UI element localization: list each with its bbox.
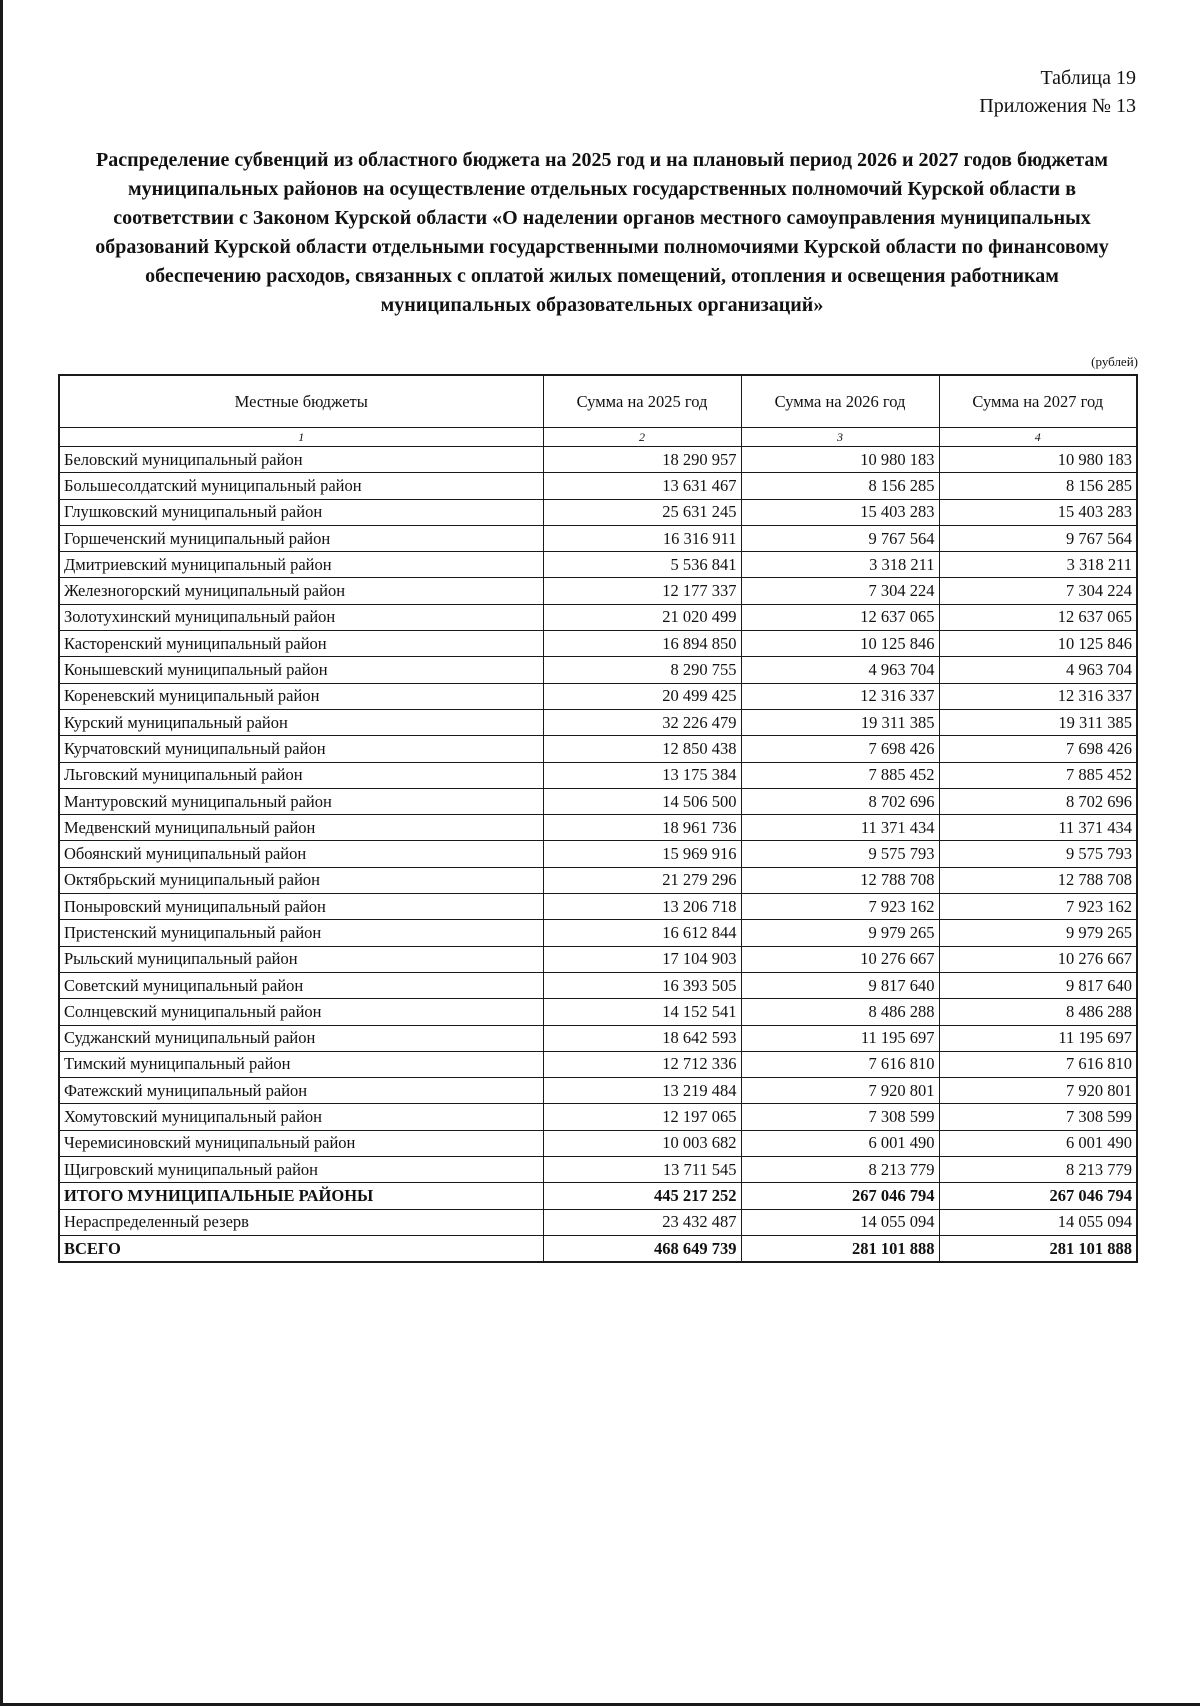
- sum-2026-cell: 12 788 708: [741, 867, 939, 893]
- row-name-cell: Рыльский муниципальный район: [59, 946, 543, 972]
- header-reference: [979, 64, 1136, 120]
- sum-2026-cell: 8 156 285: [741, 473, 939, 499]
- sum-2026-cell: 9 575 793: [741, 841, 939, 867]
- sum-2026-cell: 14 055 094: [741, 1209, 939, 1235]
- table-row: [59, 552, 1137, 578]
- sum-2026-cell: 9 817 640: [741, 972, 939, 998]
- sum-2027-cell: 10 125 846: [939, 631, 1137, 657]
- sum-2027-cell: 9 817 640: [939, 972, 1137, 998]
- sum-2026-cell: 8 486 288: [741, 999, 939, 1025]
- table-row: [59, 499, 1137, 525]
- sum-2025-cell: 14 506 500: [543, 788, 741, 814]
- sum-2026-cell: 10 125 846: [741, 631, 939, 657]
- sum-2027-cell: 3 318 211: [939, 552, 1137, 578]
- sum-2025-cell: 32 226 479: [543, 709, 741, 735]
- sum-2025-cell: 12 712 336: [543, 1051, 741, 1077]
- sum-2025-cell: 13 631 467: [543, 473, 741, 499]
- sum-2026-cell: 281 101 888: [741, 1235, 939, 1262]
- sum-2026-cell: 8 213 779: [741, 1157, 939, 1183]
- sum-2026-cell: 3 318 211: [741, 552, 939, 578]
- table-row: [59, 867, 1137, 893]
- sum-2026-cell: 7 920 801: [741, 1078, 939, 1104]
- table-row: [59, 736, 1137, 762]
- row-name-cell: Обоянский муниципальный район: [59, 841, 543, 867]
- sum-2025-cell: 17 104 903: [543, 946, 741, 972]
- row-name-cell: Поныровский муниципальный район: [59, 894, 543, 920]
- sum-2026-cell: 12 316 337: [741, 683, 939, 709]
- units-label: (рублей): [1091, 354, 1138, 369]
- table-total-row: [59, 1235, 1137, 1262]
- sum-2025-cell: 12 850 438: [543, 736, 741, 762]
- sum-2027-cell: 6 001 490: [939, 1130, 1137, 1156]
- sum-2027-cell: 7 616 810: [939, 1051, 1137, 1077]
- table-row: [59, 894, 1137, 920]
- column-number: 3: [741, 428, 939, 447]
- sum-2027-cell: 14 055 094: [939, 1209, 1137, 1235]
- row-name-cell: Советский муниципальный район: [59, 972, 543, 998]
- sum-2026-cell: 12 637 065: [741, 604, 939, 630]
- sum-2025-cell: 5 536 841: [543, 552, 741, 578]
- table-total-row: [59, 1183, 1137, 1209]
- column-number: 1: [59, 428, 543, 447]
- row-name-cell: Черемисиновский муниципальный район: [59, 1130, 543, 1156]
- table-row: [59, 1078, 1137, 1104]
- table-header-row: [59, 375, 1137, 428]
- sum-2025-cell: 16 894 850: [543, 631, 741, 657]
- table-row: [59, 657, 1137, 683]
- table-row: [59, 578, 1137, 604]
- sum-2025-cell: 15 969 916: [543, 841, 741, 867]
- table-row: [59, 999, 1137, 1025]
- sum-2026-cell: 8 702 696: [741, 788, 939, 814]
- table-row: [59, 1104, 1137, 1130]
- sum-2026-cell: 11 195 697: [741, 1025, 939, 1051]
- sum-2027-cell: 12 637 065: [939, 604, 1137, 630]
- sum-2025-cell: 23 432 487: [543, 1209, 741, 1235]
- sum-2026-cell: 7 885 452: [741, 762, 939, 788]
- row-name-cell: Железногорский муниципальный район: [59, 578, 543, 604]
- sum-2025-cell: 12 177 337: [543, 578, 741, 604]
- table-row: [59, 762, 1137, 788]
- sum-2027-cell: 267 046 794: [939, 1183, 1137, 1209]
- column-header-2025: Сумма на 2025 год: [543, 375, 741, 428]
- sum-2026-cell: 7 308 599: [741, 1104, 939, 1130]
- sum-2027-cell: 12 788 708: [939, 867, 1137, 893]
- sum-2027-cell: 8 156 285: [939, 473, 1137, 499]
- table-row: [59, 683, 1137, 709]
- sum-2025-cell: 13 219 484: [543, 1078, 741, 1104]
- table-number: Таблица 19: [1040, 67, 1136, 89]
- sum-2027-cell: 9 979 265: [939, 920, 1137, 946]
- row-name-cell: Щигровский муниципальный район: [59, 1157, 543, 1183]
- sum-2025-cell: 10 003 682: [543, 1130, 741, 1156]
- sum-2025-cell: 18 642 593: [543, 1025, 741, 1051]
- row-name-cell: Большесолдатский муниципальный район: [59, 473, 543, 499]
- sum-2027-cell: 7 304 224: [939, 578, 1137, 604]
- row-name-cell: Суджанский муниципальный район: [59, 1025, 543, 1051]
- row-name-cell: Хомутовский муниципальный район: [59, 1104, 543, 1130]
- table-row: [59, 1025, 1137, 1051]
- row-name-cell: ИТОГО МУНИЦИПАЛЬНЫЕ РАЙОНЫ: [59, 1183, 543, 1209]
- sum-2025-cell: 468 649 739: [543, 1235, 741, 1262]
- sum-2027-cell: 8 213 779: [939, 1157, 1137, 1183]
- scan-edge-left: [0, 0, 3, 1706]
- row-name-cell: Беловский муниципальный район: [59, 447, 543, 473]
- sum-2027-cell: 10 980 183: [939, 447, 1137, 473]
- sum-2027-cell: 11 371 434: [939, 815, 1137, 841]
- sum-2027-cell: 8 702 696: [939, 788, 1137, 814]
- table-row: [59, 473, 1137, 499]
- sum-2026-cell: 11 371 434: [741, 815, 939, 841]
- sum-2026-cell: 19 311 385: [741, 709, 939, 735]
- row-name-cell: Фатежский муниципальный район: [59, 1078, 543, 1104]
- budget-table: [58, 374, 1138, 1263]
- sum-2026-cell: 4 963 704: [741, 657, 939, 683]
- sum-2025-cell: 8 290 755: [543, 657, 741, 683]
- row-name-cell: Горшеченский муниципальный район: [59, 525, 543, 551]
- row-name-cell: Золотухинский муниципальный район: [59, 604, 543, 630]
- table-row: [59, 631, 1137, 657]
- sum-2026-cell: 10 980 183: [741, 447, 939, 473]
- sum-2027-cell: 11 195 697: [939, 1025, 1137, 1051]
- table-row: [59, 841, 1137, 867]
- sum-2025-cell: 445 217 252: [543, 1183, 741, 1209]
- column-number-row: [59, 428, 1137, 447]
- sum-2025-cell: 25 631 245: [543, 499, 741, 525]
- sum-2025-cell: 20 499 425: [543, 683, 741, 709]
- table-row: [59, 1130, 1137, 1156]
- sum-2025-cell: 16 316 911: [543, 525, 741, 551]
- row-name-cell: Курчатовский муниципальный район: [59, 736, 543, 762]
- table-row: [59, 920, 1137, 946]
- row-name-cell: Курский муниципальный район: [59, 709, 543, 735]
- sum-2025-cell: 16 393 505: [543, 972, 741, 998]
- row-name-cell: Кореневский муниципальный район: [59, 683, 543, 709]
- column-number: 2: [543, 428, 741, 447]
- sum-2026-cell: 6 001 490: [741, 1130, 939, 1156]
- row-name-cell: Октябрьский муниципальный район: [59, 867, 543, 893]
- sum-2025-cell: 13 711 545: [543, 1157, 741, 1183]
- sum-2027-cell: 9 575 793: [939, 841, 1137, 867]
- column-header-budgets: Местные бюджеты: [59, 375, 543, 428]
- sum-2027-cell: 19 311 385: [939, 709, 1137, 735]
- table-row: [59, 447, 1137, 473]
- table-row: [59, 946, 1137, 972]
- table-row: [59, 1051, 1137, 1077]
- sum-2025-cell: 18 290 957: [543, 447, 741, 473]
- sum-2027-cell: 7 698 426: [939, 736, 1137, 762]
- row-name-cell: Льговский муниципальный район: [59, 762, 543, 788]
- sum-2027-cell: 9 767 564: [939, 525, 1137, 551]
- sum-2027-cell: 281 101 888: [939, 1235, 1137, 1262]
- column-header-2027: Сумма на 2027 год: [939, 375, 1137, 428]
- sum-2027-cell: 7 920 801: [939, 1078, 1137, 1104]
- table-row: [59, 525, 1137, 551]
- sum-2026-cell: 7 923 162: [741, 894, 939, 920]
- sum-2027-cell: 4 963 704: [939, 657, 1137, 683]
- column-number: 4: [939, 428, 1137, 447]
- table-row: [59, 788, 1137, 814]
- sum-2026-cell: 7 616 810: [741, 1051, 939, 1077]
- sum-2027-cell: 10 276 667: [939, 946, 1137, 972]
- sum-2026-cell: 15 403 283: [741, 499, 939, 525]
- table-row: [59, 709, 1137, 735]
- sum-2026-cell: 7 304 224: [741, 578, 939, 604]
- appendix-number: Приложения № 13: [979, 95, 1136, 117]
- row-name-cell: Мантуровский муниципальный район: [59, 788, 543, 814]
- row-name-cell: Солнцевский муниципальный район: [59, 999, 543, 1025]
- row-name-cell: Нераспределенный резерв: [59, 1209, 543, 1235]
- sum-2027-cell: 12 316 337: [939, 683, 1137, 709]
- sum-2026-cell: 267 046 794: [741, 1183, 939, 1209]
- column-header-2026: Сумма на 2026 год: [741, 375, 939, 428]
- sum-2027-cell: 7 923 162: [939, 894, 1137, 920]
- row-name-cell: Пристенский муниципальный район: [59, 920, 543, 946]
- sum-2025-cell: 21 279 296: [543, 867, 741, 893]
- sum-2025-cell: 13 175 384: [543, 762, 741, 788]
- sum-2025-cell: 16 612 844: [543, 920, 741, 946]
- document-title: Распределение субвенций из областного бюджета на 2025 год и на плановый период 2026 и 2027 годов бюджетам муниципальных районов на осуществление отдельных государственных полномочий Курской области в соответствии с Законом Курской области «О наделении органов местного самоуправления муниципальных образований Курской области отдельными государственными полномочиями Курской области по финансовому обеспечению расходов, связанных с оплатой жилых помещений, отопления и освещения работникам муниципальных образовательных организаций»: [95, 149, 1109, 316]
- sum-2026-cell: 10 276 667: [741, 946, 939, 972]
- sum-2025-cell: 21 020 499: [543, 604, 741, 630]
- row-name-cell: Дмитриевский муниципальный район: [59, 552, 543, 578]
- row-name-cell: Касторенский муниципальный район: [59, 631, 543, 657]
- sum-2026-cell: 9 979 265: [741, 920, 939, 946]
- sum-2027-cell: 8 486 288: [939, 999, 1137, 1025]
- sum-2026-cell: 9 767 564: [741, 525, 939, 551]
- row-name-cell: Конышевский муниципальный район: [59, 657, 543, 683]
- sum-2027-cell: 7 308 599: [939, 1104, 1137, 1130]
- table-row: [59, 972, 1137, 998]
- sum-2026-cell: 7 698 426: [741, 736, 939, 762]
- sum-2025-cell: 14 152 541: [543, 999, 741, 1025]
- sum-2025-cell: 13 206 718: [543, 894, 741, 920]
- table-row: [59, 1209, 1137, 1235]
- sum-2027-cell: 15 403 283: [939, 499, 1137, 525]
- table-row: [59, 604, 1137, 630]
- table-row: [59, 1157, 1137, 1183]
- row-name-cell: Тимский муниципальный район: [59, 1051, 543, 1077]
- table-row: [59, 815, 1137, 841]
- row-name-cell: ВСЕГО: [59, 1235, 543, 1262]
- row-name-cell: Медвенский муниципальный район: [59, 815, 543, 841]
- sum-2025-cell: 12 197 065: [543, 1104, 741, 1130]
- row-name-cell: Глушковский муниципальный район: [59, 499, 543, 525]
- sum-2025-cell: 18 961 736: [543, 815, 741, 841]
- table-body: [59, 428, 1137, 1263]
- sum-2027-cell: 7 885 452: [939, 762, 1137, 788]
